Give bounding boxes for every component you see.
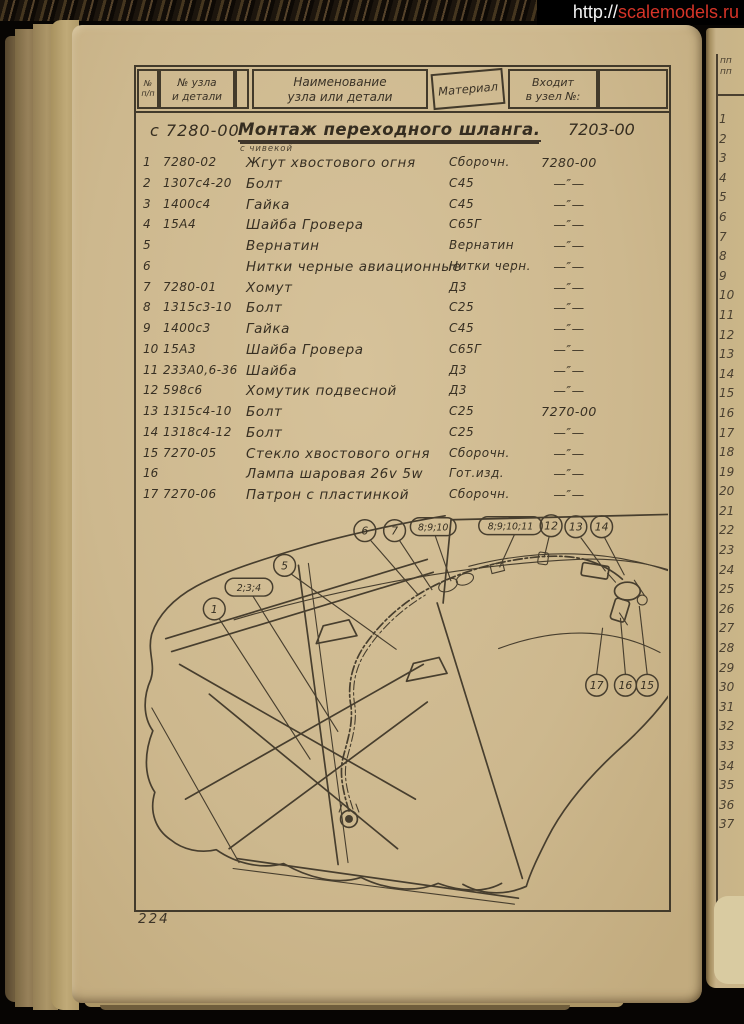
parts-table [134, 65, 671, 912]
page-number: 224 [138, 911, 170, 927]
next-page-row-number: 28 [719, 641, 735, 656]
assembly-ref: 7203-00 [568, 120, 635, 139]
next-page-numbers [719, 110, 734, 835]
next-page-row-number: 11 [719, 307, 735, 322]
svg-text:6: 6 [361, 524, 369, 538]
next-page-curl [714, 896, 744, 984]
callout-16 [615, 674, 637, 696]
next-page-row-number: 33 [719, 739, 735, 753]
next-page-row-number: 16 [719, 405, 735, 420]
header-cell-name: Наименование узла или детали [252, 69, 428, 109]
table-row: 14 1318с4-12 Болт С25 —″— [143, 424, 585, 441]
figure-drawing [136, 507, 668, 910]
table-row: 7 7280-01 Хомут Д3 —″— [143, 279, 585, 296]
next-page-row-number: 22 [719, 523, 735, 538]
connector-plug [339, 804, 359, 827]
next-page-row-number: 15 [719, 386, 735, 401]
next-page-row-number: 25 [719, 582, 735, 597]
next-page-row-number: 27 [719, 621, 735, 636]
callout-7 [384, 520, 406, 542]
table-row: 17 7270-06 Патрон с пластинкой Сборочн. —″— [143, 487, 585, 503]
next-page-row-number: 5 [719, 190, 727, 205]
next-page-row-number: 32 [719, 719, 735, 734]
callout-14 [591, 516, 613, 538]
next-page-row-number: 12 [719, 327, 735, 342]
header-cell-assembly: Входит в узел №: [508, 69, 598, 109]
svg-text:14: 14 [594, 520, 609, 534]
next-page-row-number: 34 [719, 758, 735, 773]
next-page-row-number: 14 [719, 366, 735, 381]
table-row: 6 Нитки черные авиационные Нитки черн. —″— [143, 258, 585, 275]
next-page-row-number: 20 [719, 484, 735, 499]
next-page-header: пп пп [720, 56, 732, 77]
table-row: 1 7280-02 Жгут хвостового огня Сборочн. 7280-00 [143, 155, 597, 171]
table-row: 9 1400с3 Гайка С45 —″— [143, 321, 585, 337]
next-page-row-number: 2 [719, 131, 727, 146]
next-page-row-number: 24 [719, 562, 735, 577]
header-cell-material: Материал [431, 68, 506, 110]
callout-1 [203, 598, 225, 620]
next-page-row-number: 17 [719, 425, 735, 440]
svg-text:17: 17 [589, 679, 604, 693]
callout-13 [565, 516, 587, 538]
table-row: 15 7270-05 Стекло хвостового огня Сборочн. —″— [143, 445, 585, 462]
page-stack-bottom [100, 1005, 570, 1010]
handwritten-annotation: с чивекой [240, 144, 294, 154]
next-page-row-number: 6 [719, 209, 727, 224]
next-page-row-number: 18 [719, 445, 735, 460]
next-page-row-number: 30 [719, 680, 735, 695]
next-page-row-number: 9 [719, 268, 727, 283]
watermark-url [537, 0, 744, 25]
truss-frame [152, 559, 523, 904]
table-rows [136, 154, 669, 507]
next-page-row-number: 26 [719, 601, 735, 616]
svg-text:2;3;4: 2;3;4 [236, 583, 262, 595]
next-page-header-divider [716, 94, 744, 96]
cable-harness [341, 552, 622, 811]
table-row: 16 Лампа шаровая 26v 5w Гот.изд. —″— [143, 466, 585, 483]
next-page-row-number: 31 [719, 699, 735, 714]
table-row: 13 1315с4-10 Болт С25 7270-00 [143, 404, 597, 420]
table-row: 10 15А3 Шайба Гровера С65Г —″— [143, 341, 585, 358]
table-row: 5 Вернатин Вернатин —″— [143, 238, 585, 254]
header-divider [136, 111, 669, 113]
catalog-page [72, 25, 702, 1003]
assembly-title-row [136, 117, 669, 153]
watermark-url-prefix: http:// [572, 2, 618, 22]
next-page-row-number: 29 [719, 660, 735, 675]
next-page-edge [706, 28, 744, 988]
next-page-row-number: 19 [719, 464, 735, 479]
header-cell-part: № узла и детали [159, 69, 235, 109]
table-row: 11 233А0,6-36 Шайба Д3 —″— [143, 362, 585, 379]
table-row: 4 15А4 Шайба Гровера С65Г —″— [143, 217, 585, 234]
callout-15 [636, 674, 658, 696]
next-page-row-number: 21 [719, 503, 735, 518]
table-row: 2 1307с4-20 Болт С45 —″— [143, 175, 585, 192]
table-row: 3 1400с4 Гайка С45 —″— [143, 196, 585, 213]
next-page-row-number: 13 [719, 347, 735, 362]
next-page-row-number: 36 [719, 797, 735, 812]
header-cell-spacer [235, 69, 249, 109]
svg-text:12: 12 [544, 519, 559, 533]
svg-text:8;9;10: 8;9;10 [418, 522, 449, 534]
table-row: 8 1315с3-10 Болт С25 —″— [143, 300, 585, 317]
next-page-row-number: 10 [719, 288, 735, 303]
callout-5 [274, 554, 296, 576]
next-page-row-number: 1 [719, 112, 727, 126]
callout-2-3-4 [225, 578, 273, 596]
assembly-name: Монтаж переходного шланга. [238, 120, 541, 142]
svg-text:16: 16 [618, 679, 633, 693]
svg-text:5: 5 [281, 559, 289, 573]
svg-text:1: 1 [210, 602, 218, 616]
next-page-row-number: 7 [719, 229, 727, 244]
table-row: 12 598с6 Хомутик подвесной Д3 —″— [143, 383, 585, 400]
svg-text:13: 13 [568, 520, 583, 534]
next-page-row-number: 8 [719, 249, 727, 264]
svg-text:8;9;10;11: 8;9;10;11 [487, 521, 534, 533]
next-page-row-number: 3 [719, 151, 727, 166]
next-page-row-number: 4 [719, 170, 727, 185]
next-page-row-number: 23 [719, 543, 735, 558]
header-cell-num: № п/п [137, 69, 159, 109]
watermark-url-domain: scalemodels.ru [617, 2, 739, 22]
svg-text:15: 15 [640, 679, 655, 693]
assembly-code: с 7280-00 [150, 121, 240, 140]
svg-text:7: 7 [391, 524, 399, 538]
callout-17 [586, 674, 608, 696]
next-page-table-border [716, 54, 718, 932]
header-cell-empty [598, 69, 668, 109]
callout-6 [354, 520, 376, 542]
next-page-row-number: 35 [719, 778, 735, 793]
next-page-row-number: 37 [719, 817, 735, 832]
